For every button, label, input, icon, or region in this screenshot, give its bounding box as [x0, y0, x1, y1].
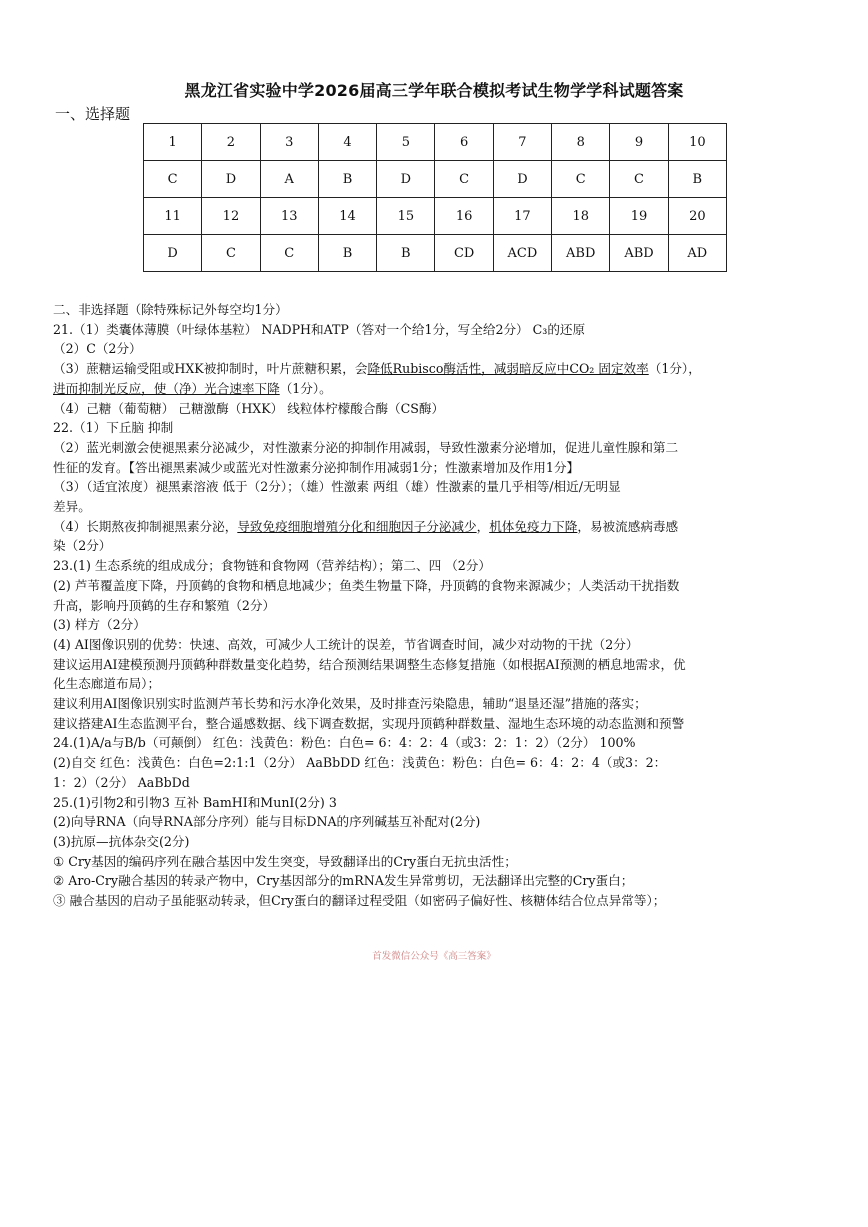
q21-line-1: 21.（1）类囊体薄膜（叶绿体基粒） NADPH和ATP（答对一个给1分，写全给2分） C₃的还原	[53, 321, 586, 337]
q25-line-4: ① Cry基因的编码序列在融合基因中发生突变，导致翻译出的Cry蛋白无抗虫活性；	[53, 853, 517, 869]
question-number-cell: 16	[435, 198, 493, 235]
answer-cell: B	[318, 161, 376, 198]
q25-line-3: (3)抗原—抗体杂交(2分)	[53, 833, 190, 849]
q22-line-3: 性征的发育。【答出褪黑素减少或蓝光对性激素分泌抑制作用减弱1分；性激素增加及作用1分】	[53, 459, 580, 475]
question-number-cell: 5	[377, 124, 435, 161]
q21-line-3: （3）蔗糖运输受阻或HXK被抑制时，叶片蔗糖积累，会降低Rubisco酶活性，减弱暗反应中CO₂ 固定效率（1分），	[53, 361, 701, 377]
q23-line-9: 建议搭建AI生态监测平台，整合遥感数据、线下调查数据，实现丹顶鹤种群数量、湿地生态环境的动态监测和预警	[53, 715, 685, 731]
question-number-cell: 11	[144, 198, 202, 235]
answer-cell: ABD	[610, 235, 668, 272]
question-number-cell: 8	[552, 124, 610, 161]
q23-line-3: 升高，影响丹顶鹤的生存和繁殖（2分）	[53, 597, 276, 613]
answer-cell: D	[493, 161, 551, 198]
q21-line-4: 进而抑制光反应，使（净）光合速率下降（1分）。	[53, 380, 332, 396]
q22-line-7: 染（2分）	[53, 538, 112, 554]
question-number-cell: 4	[318, 124, 376, 161]
question-number-cell: 10	[668, 124, 726, 161]
question-number-cell: 17	[493, 198, 551, 235]
question-number-cell: 15	[377, 198, 435, 235]
q23-line-6: 建议运用AI建模预测丹顶鹤种群数量变化趋势，结合预测结果调整生态修复措施（如根据AI预测的栖息地需求，优	[53, 656, 686, 672]
question-number-cell: 13	[260, 198, 318, 235]
answer-cell: B	[318, 235, 376, 272]
q22-line-6: （4）长期熬夜抑制褪黑素分泌，导致免疫细胞增殖分化和细胞因子分泌减少，机体免疫力下降，易被流感病毒感	[53, 518, 679, 534]
question-number-cell: 14	[318, 198, 376, 235]
answer-cell: A	[260, 161, 318, 198]
answer-cell: C	[610, 161, 668, 198]
answer-cell: ABD	[552, 235, 610, 272]
q22-line-2: （2）蓝光刺激会使褪黑素分泌减少，对性激素分泌的抑制作用减弱，导致性激素分泌增加，促进儿童性腺和第二	[53, 439, 679, 455]
answer-cell: ACD	[493, 235, 551, 272]
answer-cell: B	[377, 235, 435, 272]
answer-cell: D	[202, 161, 260, 198]
underlined-answer: 机体免疫力下降	[489, 518, 578, 534]
answer-cell: D	[144, 235, 202, 272]
answer-cell: C	[552, 161, 610, 198]
answer-cell: CD	[435, 235, 493, 272]
q23-line-4: (3) 样方（2分）	[53, 617, 146, 633]
table-row	[144, 124, 727, 161]
q24-line-2: (2)自交 红色：浅黄色：白色=2:1:1（2分） AaBbDD 红色：浅黄色：粉色：白色= 6：4：2：4（或3：2：	[53, 755, 667, 771]
q23-line-1: 23.(1) 生态系统的组成成分；食物链和食物网（营养结构）；第二、四 （2分）	[53, 558, 491, 574]
answer-cell: C	[144, 161, 202, 198]
q25-line-5: ② Aro-Cry融合基因的转录产物中，Cry基因部分的mRNA发生异常剪切，无法翻译出完整的Cry蛋白；	[53, 873, 634, 889]
table-row	[144, 235, 727, 272]
question-number-cell: 2	[202, 124, 260, 161]
question-number-cell: 12	[202, 198, 260, 235]
answer-cell: AD	[668, 235, 726, 272]
answer-table	[143, 123, 727, 272]
question-number-cell: 20	[668, 198, 726, 235]
question-number-cell: 3	[260, 124, 318, 161]
underlined-answer: 进而抑制光反应，使（净）光合速率下降	[53, 380, 280, 396]
table-row	[144, 161, 727, 198]
question-number-cell: 19	[610, 198, 668, 235]
q21-line-2: （2）C（2分）	[53, 341, 142, 357]
answer-cell: C	[435, 161, 493, 198]
q23-line-2: (2) 芦苇覆盖度下降，丹顶鹤的食物和栖息地减少；鱼类生物量下降，丹顶鹤的食物来源减少；人类活动干扰指数	[53, 577, 680, 593]
q25-line-2: (2)向导RNA（向导RNA部分序列）能与目标DNA的序列碱基互补配对(2分)	[53, 814, 481, 830]
q23-line-7: 化生态廊道布局）；	[53, 676, 161, 692]
question-number-cell: 1	[144, 124, 202, 161]
q22-line-1: 22.（1）下丘脑 抑制	[53, 420, 174, 436]
page-title: 黑龙江省实验中学2026届高三学年联合模拟考试生物学学科试题答案	[184, 81, 684, 100]
answer-cell: C	[260, 235, 318, 272]
answer-cell: D	[377, 161, 435, 198]
q25-line-1: 25.(1)引物2和引物3 互补 BamHI和MunI(2分) 3	[53, 794, 337, 810]
q24-line-3: 1：2）（2分） AaBbDd	[53, 774, 190, 790]
q23-line-5: (4) AI图像识别的优势：快速、高效，可减少人工统计的误差，节省调查时间，减少对动物的干扰（2分）	[53, 636, 639, 652]
underlined-answer: 导致免疫细胞增殖分化和细胞因子分泌减少	[237, 518, 477, 534]
question-number-cell: 9	[610, 124, 668, 161]
q21-line-5: （4）己糖（葡萄糖） 己糖激酶（HXK） 线粒体柠檬酸合酶（CS酶）	[53, 400, 445, 416]
section-heading-choice: 一、选择题	[55, 105, 131, 123]
question-number-cell: 6	[435, 124, 493, 161]
q22-line-5: 差异。	[53, 499, 91, 515]
section-heading-nonchoice: 二、非选择题（除特殊标记外每空均1分）	[53, 302, 288, 317]
q24-line-1: 24.(1)A/a与B/b（可颠倒） 红色：浅黄色：粉色：白色= 6：4：2：4（或3：2：1：2）（2分） 100%	[53, 735, 636, 751]
answer-cell: C	[202, 235, 260, 272]
q25-line-6: ③ 融合基因的启动子虽能驱动转录，但Cry蛋白的翻译过程受阻（如密码子偏好性、核糖体结合位点异常等）；	[53, 893, 666, 909]
q22-line-4: （3）（适宜浓度）褪黑素溶液 低于（2分）；（雄）性激素 两组（雄）性激素的量几乎相等/相近/无明显	[53, 479, 621, 495]
question-number-cell: 18	[552, 198, 610, 235]
table-row	[144, 198, 727, 235]
underlined-answer: 降低Rubisco酶活性，减弱暗反应中CO₂ 固定效率	[367, 361, 649, 377]
watermark-footer: 首发微信公众号《高三答案》	[372, 951, 496, 962]
question-number-cell: 7	[493, 124, 551, 161]
answer-body	[53, 300, 818, 911]
q23-line-8: 建议利用AI图像识别实时监测芦苇长势和污水净化效果，及时排查污染隐患，辅助“退垦还湿”措施的落实；	[53, 696, 647, 712]
answer-cell: B	[668, 161, 726, 198]
